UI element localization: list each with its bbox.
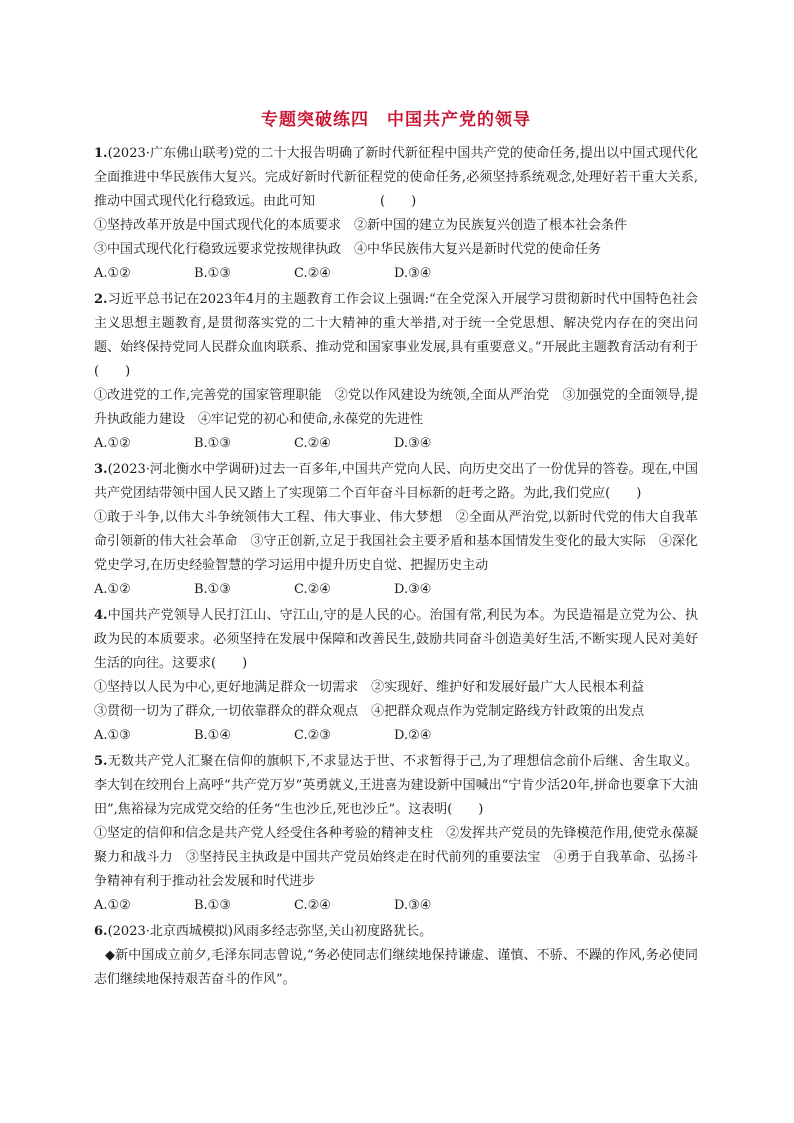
statement: ③中国式现代化行稳致远要求党按规律执政 ④中华民族伟大复兴是新时代党的使命任务 xyxy=(94,242,602,257)
answer-choices xyxy=(94,262,698,286)
question-stem xyxy=(94,920,698,944)
choice-a[interactable]: A.①③ xyxy=(94,728,131,743)
statement: ①坚持以人民为中心,更好地满足群众一切需求 ②实现好、维护好和发展好最广大人民根本利益 xyxy=(94,680,645,695)
choice-a[interactable]: A.①② xyxy=(94,436,131,451)
question-6 xyxy=(94,920,698,992)
answer-choices xyxy=(94,578,698,602)
question-number: 1. xyxy=(94,146,108,161)
question-number: 4. xyxy=(94,608,108,623)
choice-d[interactable]: D.③④ xyxy=(394,898,432,913)
question-number: 6. xyxy=(94,924,108,939)
statement: ①改进党的工作,完善党的国家管理职能 ②党以作风建设为统领,全面从严治党 ③加强党的全面领导,提升执政能力建设 ④牢记党的初心和使命,永葆党的先进性 xyxy=(94,388,698,427)
question-2 xyxy=(94,288,698,456)
question-text: 党的二十大报告明确了新时代新征程中国共产党的使命任务,提出以中国式现代化全面推进中华民族伟大复兴。完成好新时代新征程党的使命任务,必须坚持系统观念,处理好若干重大关系,推动中国式现代化行稳致远。由此可知 ( ) xyxy=(94,146,698,209)
question-3 xyxy=(94,458,698,602)
question-number: 3. xyxy=(94,462,108,477)
choice-c[interactable]: C.②④ xyxy=(294,436,331,451)
question-stem xyxy=(94,750,698,822)
choice-a[interactable]: A.①② xyxy=(94,582,131,597)
question-text: 过去一百多年,中国共产党向人民、向历史交出了一份优异的答卷。现在,中国共产党团结带领中国人民又踏上了实现第二个百年奋斗目标新的赶考之路。为此,我们党应( ) xyxy=(94,462,698,501)
choice-d[interactable]: D.②④ xyxy=(394,728,432,743)
choice-d[interactable]: D.③④ xyxy=(394,582,432,597)
choice-b[interactable]: B.①③ xyxy=(194,582,231,597)
page-title: 专题突破练四 中国共产党的领导 xyxy=(261,110,531,130)
choice-b[interactable]: B.①④ xyxy=(194,728,231,743)
choice-c[interactable]: C.②④ xyxy=(294,582,331,597)
question-source: (2023·河北衡水中学调研) xyxy=(107,462,260,477)
answer-choices xyxy=(94,894,698,918)
question-stem xyxy=(94,288,698,384)
choice-b[interactable]: B.①③ xyxy=(194,898,231,913)
statement: ③贯彻一切为了群众,一切依靠群众的群众观点 ④把群众观点作为党制定路线方针政策的出发点 xyxy=(94,704,645,719)
question-text: 风雨多经志弥坚,关山初度路犹长。 xyxy=(232,924,433,939)
document-content xyxy=(94,105,698,992)
question-text: 无数共产党人汇聚在信仰的旗帜下,不求显达于世、不求暂得于己,为了理想信念前仆后继、舍生取义。李大钊在绞刑台上高呼“共产党万岁”英勇就义,王进喜为建设新中国喊出“宁肯少活20年,拼命也要拿下大油田”,焦裕禄为完成党交给的任务“生也沙丘,死也沙丘”。这表明( ) xyxy=(94,754,698,817)
question-text: 中国共产党领导人民打江山、守江山,守的是人民的心。治国有常,利民为本。为民造福是立党为公、执政为民的本质要求。必须坚持在发展中保障和改善民生,鼓励共同奋斗创造美好生活,不断实现人民对美好生活的向往。这要求( ) xyxy=(94,608,698,671)
question-stem xyxy=(94,142,698,214)
material-paragraph: ◆新中国成立前夕,毛泽东同志曾说,“务必使同志们继续地保持谦虚、谨慎、不骄、不躁的作风,务必使同志们继续地保持艰苦奋斗的作风”。 xyxy=(94,948,698,987)
question-text: 习近平总书记在2023年4月的主题教育工作会议上强调:“在全党深入开展学习贯彻新时代中国特色社会主义思想主题教育,是贯彻落实党的二十大精神的重大举措,对于统一全党思想、解决党内存在的突出问题、始终保持党同人民群众血肉联系、推动党和国家事业发展,具有重要意义。”开展此主题教育活动有利于( ) xyxy=(94,292,698,379)
choice-a[interactable]: A.①② xyxy=(94,898,131,913)
question-number: 2. xyxy=(94,292,108,307)
answer-choices xyxy=(94,724,698,748)
statement: ①坚持改革开放是中国式现代化的本质要求 ②新中国的建立为民族复兴创造了根本社会条件 xyxy=(94,218,628,233)
question-4 xyxy=(94,604,698,748)
question-number: 5. xyxy=(94,754,108,769)
choice-c[interactable]: C.②③ xyxy=(294,728,331,743)
choice-a[interactable]: A.①② xyxy=(94,266,131,281)
choice-b[interactable]: B.①③ xyxy=(194,436,231,451)
choice-d[interactable]: D.③④ xyxy=(394,436,432,451)
statement: ①坚定的信仰和信念是共产党人经受住各种考验的精神支柱 ②发挥共产党员的先锋模范作用,使党永葆凝聚力和战斗力 ③坚持民主执政是中国共产党员始终走在时代前列的重要法宝 ④勇于自我革命、弘扬斗争精神有利于推动社会发展和时代进步 xyxy=(94,826,698,889)
question-stem xyxy=(94,458,698,506)
question-source: (2023·北京西城模拟) xyxy=(107,924,233,939)
choice-b[interactable]: B.①③ xyxy=(194,266,231,281)
question-5 xyxy=(94,750,698,918)
question-1 xyxy=(94,142,698,286)
question-source: (2023·广东佛山联考) xyxy=(107,146,234,161)
question-stem xyxy=(94,604,698,676)
choice-c[interactable]: C.②④ xyxy=(294,266,331,281)
answer-choices xyxy=(94,432,698,456)
choice-d[interactable]: D.③④ xyxy=(394,266,432,281)
statement: ①敢于斗争,以伟大斗争统领伟大工程、伟大事业、伟大梦想 ②全面从严治党,以新时代党的伟大自我革命引领新的伟大社会革命 ③守正创新,立足于我国社会主要矛盾和基本国情发生变化的最大实际 ④深化党史学习,在历史经验智慧的学习运用中提升历史自觉、把握历史主动 xyxy=(94,510,698,573)
choice-c[interactable]: C.②④ xyxy=(294,898,331,913)
